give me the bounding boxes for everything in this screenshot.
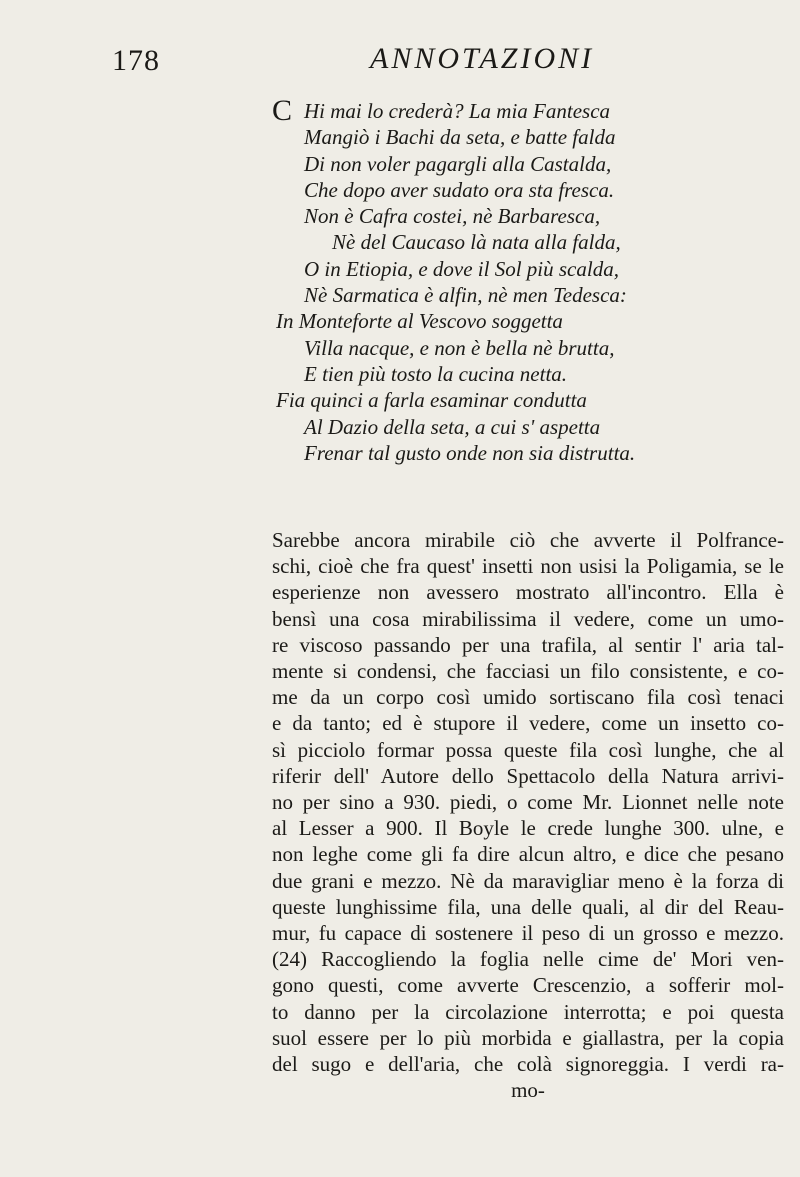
text-line: sì picciolo formar possa queste fila così lunghe, che al <box>272 737 784 762</box>
text-line: del sugo e dell'aria, che colà signoreggia. I verdi ra- <box>272 1052 784 1077</box>
text-line: Sarebbe ancora mirabile ciò che avverte il Polfrance- <box>272 528 784 552</box>
verse-line: Nè Sarmatica è alfin, nè men Tedesca: <box>304 283 627 308</box>
drop-cap: C <box>272 94 293 127</box>
verse-line: O in Etiopia, e dove il Sol più scalda, <box>304 256 619 281</box>
catchword: mo- <box>511 1078 545 1103</box>
verse-line: Che dopo aver sudato ora sta fresca. <box>304 177 615 202</box>
verse-line: Mangiò i Bachi da seta, e batte falda <box>304 125 616 150</box>
text-line: (24) Raccogliendo la foglia nelle cime de' Mori ven- <box>272 947 784 972</box>
text-line: no per sino a 930. piedi, o come Mr. Lionnet nelle note <box>272 790 784 815</box>
text-line: due grani e mezzo. Nè da maravigliar meno è la forza di <box>272 868 784 893</box>
verse-line: Non è Cafra costei, nè Barbaresca, <box>304 204 601 229</box>
text-line: me da un corpo così umido sortiscano fila così tenaci <box>272 685 784 710</box>
text-line: bensì una cosa mirabilissima il vedere, come un umo- <box>272 606 784 631</box>
text-line: mur, fu capace di sostenere il peso di un grosso e mezzo. <box>272 921 784 946</box>
text-line: non leghe come gli fa dire alcun altro, e dice che pesano <box>272 842 784 867</box>
page-header <box>0 40 800 80</box>
text-line: al Lesser a 900. Il Boyle le crede lunghe 300. ulne, e <box>272 816 784 841</box>
verse-line: Villa nacque, e non è bella nè brutta, <box>304 335 615 360</box>
verse-line: Nè del Caucaso là nata alla falda, <box>332 230 621 255</box>
text-line: queste lunghissime fila, una delle quali, al dir del Reau- <box>272 894 784 919</box>
verse-line: C Hi mai lo crederà? La mia Fantesca <box>272 94 611 127</box>
page-number: 178 <box>112 44 160 77</box>
verse-line: E tien più tosto la cucina netta. <box>304 361 568 386</box>
verse-line: In Monteforte al Vescovo soggetta <box>276 309 563 334</box>
sonnet <box>272 94 792 466</box>
running-head: ANNOTAZIONI <box>370 42 595 75</box>
text-line: mente si condensi, che facciasi un filo consistente, e co- <box>272 659 784 684</box>
text-line: e da tanto; ed è stupore il vedere, come un insetto co- <box>272 711 784 736</box>
verse-line: Frenar tal gusto onde non sia distrutta. <box>304 440 636 465</box>
text-line: to danno per la circolazione interrotta; e poi questa <box>272 999 784 1024</box>
text-line: riferir dell' Autore dello Spettacolo della Natura arrivi- <box>272 763 784 788</box>
verse-line: Al Dazio della seta, a cui s' aspetta <box>304 414 601 439</box>
text-line: schi, cioè che fra quest' insetti non usisi la Poligamia, se le <box>272 554 784 579</box>
text-line: suol essere per lo più morbida e giallastra, per la copia <box>272 1025 784 1050</box>
annotation-text <box>272 527 784 1103</box>
text-line: re viscoso passando per una trafila, al sentir l' aria tal- <box>272 632 784 657</box>
text-line: gono questi, come avverte Crescenzio, a sofferir mol- <box>272 973 784 998</box>
verse-line: Fia quinci a farla esaminar condutta <box>276 388 587 413</box>
text-line: esperienze non avessero mostrato all'incontro. Ella è <box>272 580 784 605</box>
verse-line: Di non voler pagargli alla Castalda, <box>304 151 612 176</box>
